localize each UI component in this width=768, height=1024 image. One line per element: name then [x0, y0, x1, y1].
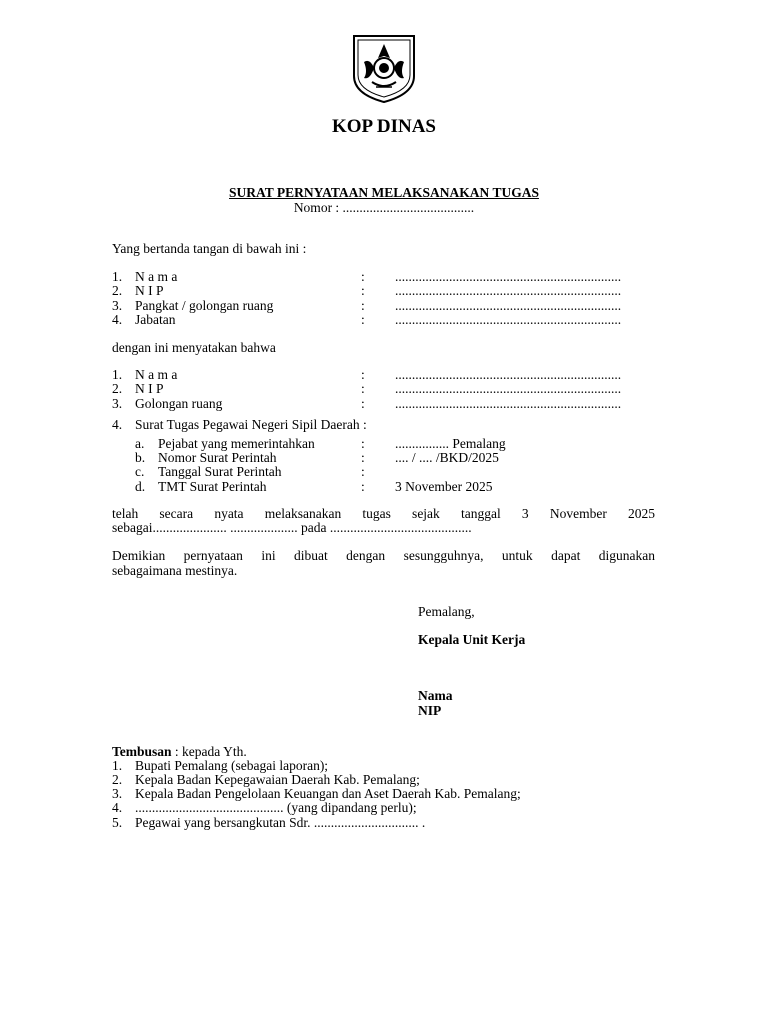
- regency-emblem-logo: [350, 32, 418, 104]
- employee-num: 2.: [112, 381, 123, 396]
- signer-num: 4.: [112, 312, 123, 327]
- employee-num: 1.: [112, 367, 123, 382]
- task-item-letter: b.: [135, 450, 146, 465]
- task-item-label: TMT Surat Perintah: [158, 479, 267, 494]
- task-item-label: Nomor Surat Perintah: [158, 450, 277, 465]
- signer-num: 3.: [112, 298, 123, 313]
- task-item-colon: :: [361, 464, 365, 479]
- document-number: Nomor : .......................................: [293, 200, 475, 215]
- tembusan-item: Bupati Pemalang (sebagai laporan);: [135, 758, 329, 773]
- task-item-letter: a.: [135, 436, 145, 451]
- employee-num: 3.: [112, 396, 123, 411]
- task-item-colon: :: [361, 436, 365, 451]
- employee-colon: :: [361, 367, 365, 382]
- task-item-colon: :: [361, 479, 365, 494]
- employee-colon: :: [361, 396, 365, 411]
- task-label: Surat Tugas Pegawai Negeri Sipil Daerah :: [135, 417, 367, 432]
- intro-text: Yang bertanda tangan di bawah ini :: [112, 241, 307, 256]
- tembusan-item: ............................................ (yang dipandang perlu);: [135, 800, 417, 815]
- signer-colon: :: [361, 298, 365, 313]
- employee-label: N I P: [135, 381, 164, 396]
- task-item-letter: c.: [135, 464, 145, 479]
- signer-value: ...................................................................: [395, 312, 622, 327]
- signer-label: N a m a: [135, 269, 178, 284]
- employee-value: ...................................................................: [395, 367, 622, 382]
- signature-name: Nama: [418, 688, 453, 703]
- tembusan-item: Pegawai yang bersangkutan Sdr. ............................... .: [135, 815, 426, 830]
- signer-value: ...................................................................: [395, 283, 622, 298]
- tembusan-label: Tembusan: [112, 744, 172, 759]
- closing-line-1: Demikian pernyataan ini dibuat dengan sesungguhnya, untuk dapat digunakan: [112, 548, 655, 563]
- employee-colon: :: [361, 381, 365, 396]
- tembusan-recipient-intro: : kepada Yth.: [171, 744, 247, 759]
- task-item-label: Tanggal Surat Perintah: [158, 464, 282, 479]
- tembusan-num: 3.: [112, 786, 123, 801]
- signer-value: ...................................................................: [395, 269, 622, 284]
- task-item-value: .... / .... /BKD/2025: [395, 450, 499, 465]
- signature-place: Pemalang,: [418, 604, 475, 619]
- tembusan-item: Kepala Badan Pengelolaan Keuangan dan Aset Daerah Kab. Pemalang;: [135, 786, 521, 801]
- signature-position: Kepala Unit Kerja: [418, 632, 526, 647]
- statement-line-2: sebagai...................... .................... pada ..........................................: [112, 520, 472, 535]
- statement-line-1: telah secara nyata melaksanakan tugas sejak tanggal 3 November 2025: [112, 506, 655, 521]
- signer-label: Jabatan: [135, 312, 176, 327]
- signer-num: 1.: [112, 269, 123, 284]
- task-item-value: ................ Pemalang: [395, 436, 506, 451]
- signer-colon: :: [361, 283, 365, 298]
- closing-line-2: sebagaimana mestinya.: [112, 563, 238, 578]
- tembusan-num: 1.: [112, 758, 123, 773]
- tembusan-num: 2.: [112, 772, 123, 787]
- task-item-value: 3 November 2025: [395, 479, 493, 494]
- letterhead-title: KOP DINAS: [332, 116, 436, 137]
- tembusan-item: Kepala Badan Kepegawaian Daerah Kab. Pemalang;: [135, 772, 420, 787]
- signature-nip: NIP: [418, 703, 442, 718]
- declare-text: dengan ini menyatakan bahwa: [112, 340, 276, 355]
- signer-label: Pangkat / golongan ruang: [135, 298, 274, 313]
- signer-colon: :: [361, 269, 365, 284]
- task-num: 4.: [112, 417, 123, 432]
- signer-num: 2.: [112, 283, 123, 298]
- task-item-label: Pejabat yang memerintahkan: [158, 436, 315, 451]
- task-item-letter: d.: [135, 479, 146, 494]
- tembusan-heading: [112, 744, 247, 759]
- signer-colon: :: [361, 312, 365, 327]
- signer-value: ...................................................................: [395, 298, 622, 313]
- employee-value: ...................................................................: [395, 396, 622, 411]
- employee-label: Golongan ruang: [135, 396, 223, 411]
- tembusan-num: 4.: [112, 800, 123, 815]
- employee-label: N a m a: [135, 367, 178, 382]
- task-item-colon: :: [361, 450, 365, 465]
- document-title: SURAT PERNYATAAN MELAKSANAKAN TUGAS: [229, 185, 539, 200]
- employee-value: ...................................................................: [395, 381, 622, 396]
- tembusan-num: 5.: [112, 815, 123, 830]
- signer-label: N I P: [135, 283, 164, 298]
